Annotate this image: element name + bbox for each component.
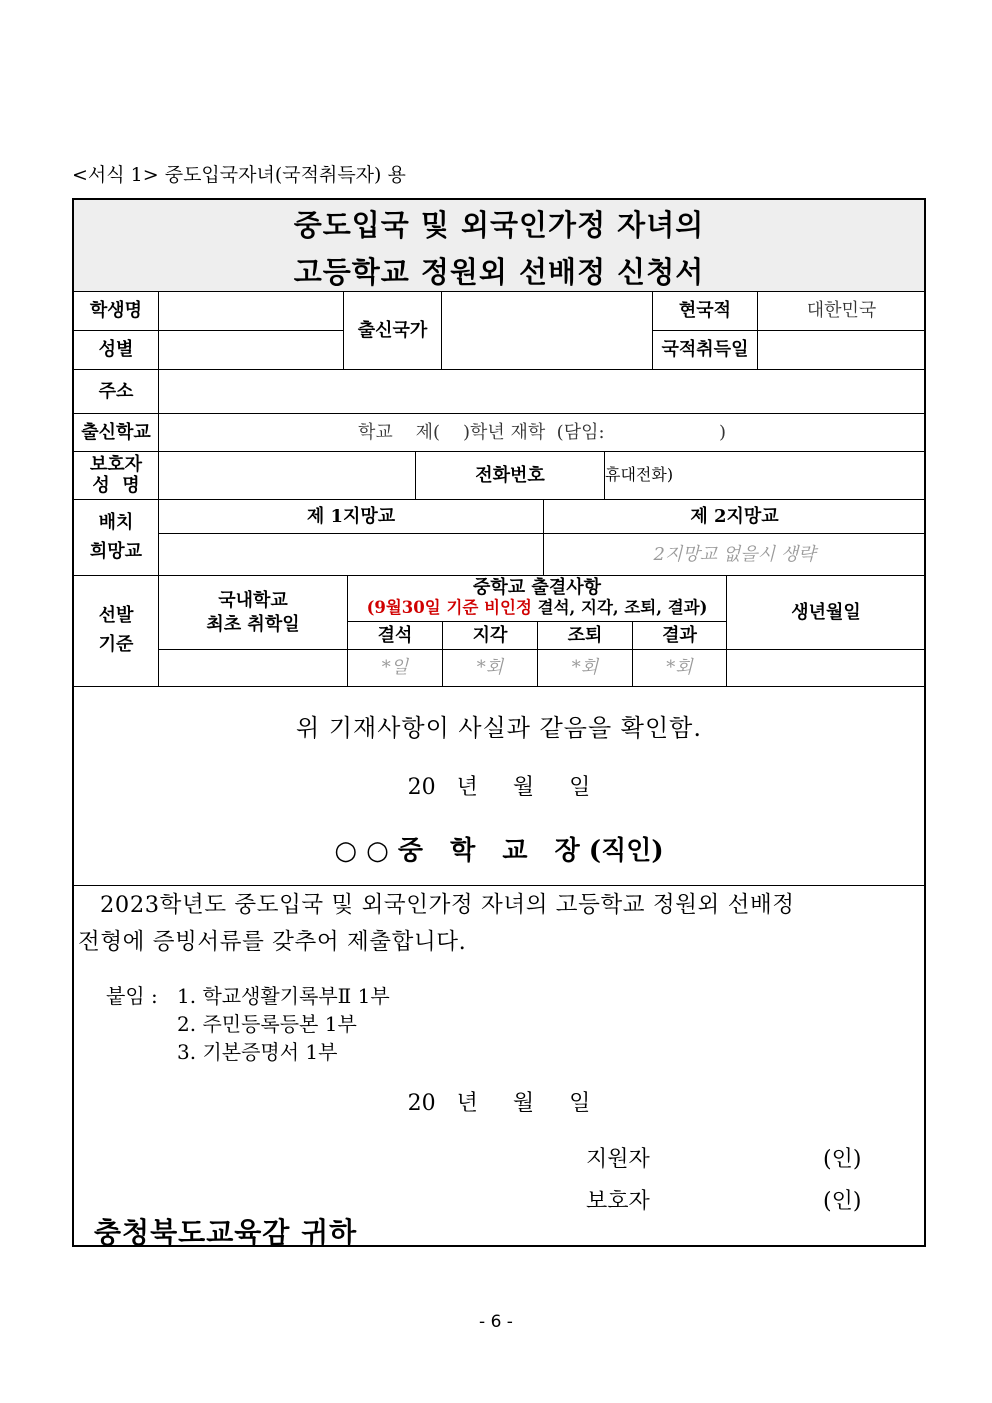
form-title-line2: 고등학교 정원외 선배정 신청서 [293,255,705,289]
birth-country-label: 출신국가 [357,319,428,341]
attachment-label: 붙임 : [106,984,158,1008]
attachment-item: 2. 주민등록등본 1부 [177,1012,357,1036]
attachment-item: 1. 학교생활기록부Ⅱ 1부 [177,984,390,1008]
choice2-label: 제 2지망교 [690,505,779,527]
attendance-note-rest: 결석, 지각, 조퇴, 결과) [531,598,708,618]
guardian-seal: (인) [823,1189,862,1214]
principal-signature: ○ ○ 중 학 교 장 (직인) [334,836,664,866]
gender-label: 성별 [98,339,134,361]
submission-line2: 전형에 증빙서류를 갖추어 제출합니다. [78,929,467,955]
address-field[interactable] [159,370,925,413]
attendance-note-red: (9월30일 기준 비인정 [366,598,532,618]
phone-field[interactable]: 휴대전화) [605,465,674,485]
applicant-label: 지원자 [586,1147,650,1172]
origin-school-field[interactable]: 학교 제( )학년 재학 (담임: ) [357,421,727,443]
naturalization-date-label: 국적취득일 [661,339,749,361]
phone-label: 전화번호 [475,464,545,486]
applicant-seal: (인) [823,1147,862,1172]
attendance-note [348,597,726,619]
address-label: 주소 [98,380,134,402]
choice1-label: 제 1지망교 [306,505,396,527]
preferred-school-label: 배치 희망교 [89,511,143,562]
attachment-item: 3. 기본증명서 1부 [177,1040,338,1064]
absence-field[interactable]: *일 [381,657,409,679]
early-leave-label: 조퇴 [567,624,603,646]
addressee: 충청북도교육감 귀하 [94,1216,358,1249]
confirm-date: 20 년 월 일 [407,775,591,800]
first-enroll-label: 국내학교 최초 취학일 [206,590,300,635]
choice1-field[interactable] [159,534,543,575]
absence-label: 결석 [377,624,413,646]
missed-field[interactable]: *회 [666,657,693,679]
current-nationality-value: 대한민국 [806,300,877,322]
submission-line1: 2023학년도 중도입국 및 외국인가정 자녀의 고등학교 정원외 선배정 [100,892,795,918]
birth-date-label: 생년월일 [791,601,861,623]
guardian-name-field[interactable] [159,452,415,499]
birth-date-field[interactable] [727,650,925,686]
birth-country-field[interactable] [442,292,652,369]
missed-label: 결과 [662,624,697,646]
student-name-label: 학생명 [89,300,143,322]
gender-field[interactable] [159,331,343,369]
page-number: - 6 - [479,1312,513,1332]
late-label: 지각 [472,624,508,646]
choice2-field[interactable]: 2지망교 없을시 생략 [653,543,816,565]
late-field[interactable]: *회 [476,657,504,679]
early-leave-field[interactable]: *회 [571,657,599,679]
current-nationality-label: 현국적 [678,300,732,322]
attendance-title: 중학교 출결사항 [473,576,601,598]
guardian-label: 보호자 [586,1189,650,1214]
naturalization-date-field[interactable] [758,331,925,369]
guardian-name-label: 보호자 성 명 [89,453,143,496]
form-title-line1: 중도입국 및 외국인가정 자녀의 [293,208,705,242]
submission-date: 20 년 월 일 [407,1091,591,1116]
student-name-field[interactable] [159,292,343,330]
form-caption: <서식 1> 중도입국자녀(국적취득자) 용 [72,164,406,186]
origin-school-label: 출신학교 [81,421,151,443]
confirm-statement: 위 기재사항이 사실과 같음을 확인함. [296,714,702,742]
criteria-label: 선발 기준 [98,605,134,655]
first-enroll-field[interactable] [159,650,347,686]
